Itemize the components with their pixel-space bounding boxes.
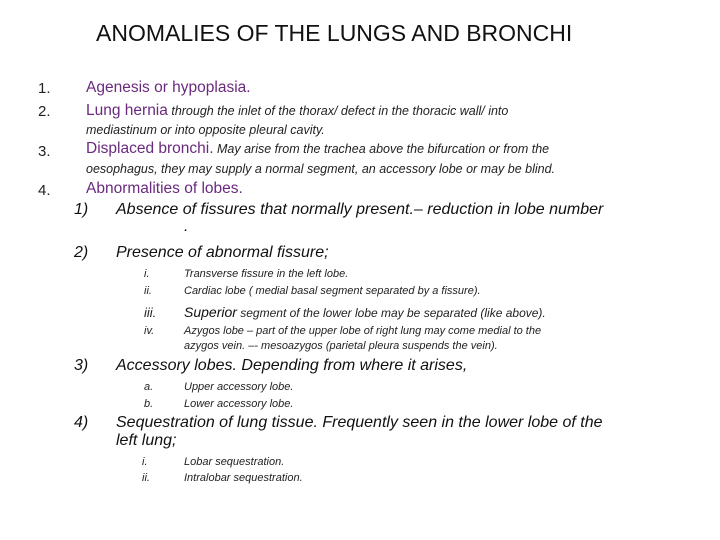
fissure-3-line bbox=[184, 304, 546, 322]
sequestration-2-number: ii. bbox=[142, 472, 150, 484]
sub-1-number: 1) bbox=[74, 201, 89, 218]
sub-2-text: Presence of abnormal fissure; bbox=[116, 244, 329, 261]
sub-1-dot: . bbox=[184, 218, 189, 235]
item-2-text: through the inlet of the thorax/ defect in the thoracic wall/ into bbox=[167, 104, 509, 118]
sequestration-1-number: i. bbox=[142, 456, 148, 468]
fissure-2-text: Cardiac lobe ( medial basal segment separated by a fissure). bbox=[184, 285, 481, 297]
fissure-3-number: iii. bbox=[144, 305, 157, 320]
item-1-number: 1. bbox=[38, 80, 51, 97]
fissure-1-number: i. bbox=[144, 268, 150, 280]
fissure-3-bold: Superior bbox=[184, 304, 237, 320]
item-3-line bbox=[86, 140, 549, 158]
item-2-line bbox=[86, 102, 508, 120]
fissure-1-text: Transverse fissure in the left lobe. bbox=[184, 268, 349, 280]
sub-1-text: Absence of fissures that normally present.– reduction in lobe number bbox=[116, 201, 604, 218]
sub-4-text: Sequestration of lung tissue. Frequently seen in the lower lobe of the bbox=[116, 414, 603, 431]
page-title: ANOMALIES OF THE LUNGS AND BRONCHI bbox=[96, 20, 573, 46]
item-4-heading: Abnormalities of lobes. bbox=[86, 180, 243, 197]
accessory-2-text: Lower accessory lobe. bbox=[184, 398, 294, 410]
accessory-1-number: a. bbox=[144, 381, 154, 393]
item-1-heading: Agenesis or hypoplasia. bbox=[86, 79, 251, 96]
fissure-4-text: Azygos lobe – part of the upper lobe of right lung may come medial to the bbox=[184, 325, 542, 337]
sequestration-1-text: Lobar sequestration. bbox=[184, 456, 285, 468]
item-3-number: 3. bbox=[38, 143, 51, 160]
fissure-3-text: segment of the lower lobe may be separated (like above). bbox=[236, 306, 546, 320]
item-2-heading: Lung hernia bbox=[86, 102, 168, 119]
fissure-4-text-cont: azygos vein. –- mesoazygos (parietal pleura suspends the vein). bbox=[184, 340, 498, 352]
sub-4-number: 4) bbox=[74, 414, 89, 431]
accessory-2-number: b. bbox=[144, 398, 154, 410]
sequestration-2-text: Intralobar sequestration. bbox=[184, 472, 303, 484]
item-3-text: May arise from the trachea above the bifurcation or from the bbox=[213, 142, 550, 156]
item-2-number: 2. bbox=[38, 103, 51, 120]
item-2-text-cont: mediastinum or into opposite pleural cavity. bbox=[86, 123, 325, 137]
fissure-4-number: iv. bbox=[144, 325, 155, 337]
accessory-1-text: Upper accessory lobe. bbox=[184, 381, 294, 393]
fissure-2-number: ii. bbox=[144, 285, 152, 297]
sub-4-text-cont: left lung; bbox=[116, 432, 177, 449]
sub-3-text: Accessory lobes. Depending from where it arises, bbox=[116, 357, 468, 374]
sub-3-number: 3) bbox=[74, 357, 89, 374]
sub-2-number: 2) bbox=[74, 244, 89, 261]
item-3-text-cont: oesophagus, they may supply a normal segment, an accessory lobe or may be blind. bbox=[86, 162, 556, 176]
item-4-number: 4. bbox=[38, 182, 51, 199]
item-3-heading: Displaced bronchi. bbox=[86, 140, 214, 157]
